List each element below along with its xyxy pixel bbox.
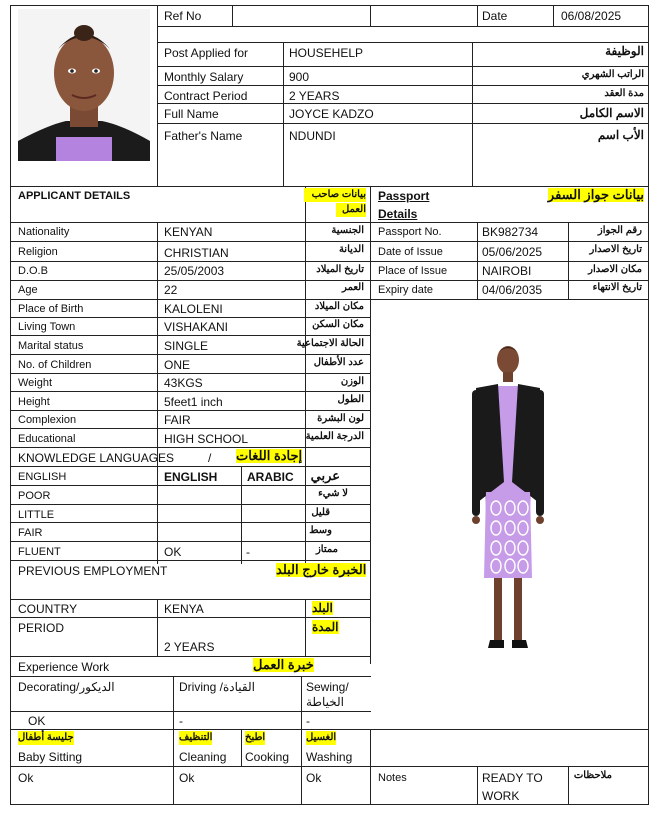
cleaning-value: Ok [179,771,195,785]
applicant-row-arabic: الحالة الاجتماعية [296,338,364,349]
cleaning-arabic: التنظيف [179,732,213,743]
country-arabic: البلد [312,601,333,615]
lang-row-arabic: ممتاز [315,544,338,555]
contract-period-arabic: مدة العقد [604,88,644,99]
salary-value: 900 [289,70,310,84]
applicant-row-label: Height [18,396,50,408]
applicant-row-value: CHRISTIAN [164,246,229,260]
applicant-row-label: Religion [18,246,58,258]
applicant-row-arabic: الدرجة العلمية [305,431,364,442]
babysitting-value: Ok [18,771,34,785]
sewing-value: - [306,714,310,728]
passport-row-label: Date of Issue [378,246,443,258]
post-value: HOUSEHELP [289,46,364,60]
applicant-details-heading: APPLICANT DETAILS [18,190,131,202]
lang-row-label: POOR [18,490,51,502]
washing-label: Washing [306,750,353,764]
applicant-row-value: FAIR [164,413,191,427]
applicant-row-label: Complexion [18,414,77,426]
applicant-row-value: SINGLE [164,339,209,353]
applicant-row-label: Place of Birth [18,303,84,315]
lang-col-english-label: ENGLISH [18,471,67,483]
lang-col-arabic-ar: عربي [310,468,340,483]
ref-no-label: Ref No [164,9,202,23]
period-label: PERIOD [18,621,65,635]
babysitting-label: Baby Sitting [18,750,83,764]
passport-row-arabic: مكان الاصدار [588,264,642,275]
contract-period-label: Contract Period [164,89,248,103]
notes-value-1: READY TO [482,771,543,785]
passport-row-value: 04/06/2035 [482,283,543,297]
passport-heading-2: Details [378,207,418,221]
applicant-row-arabic: الوزن [340,376,364,387]
applicant-row-arabic: مكان السكن [312,319,364,330]
applicant-row-value: HIGH SCHOOL [164,432,249,446]
languages-slash: / [208,451,212,465]
applicant-full-body-photo [458,342,558,654]
cleaning-label: Cleaning [179,750,227,764]
applicant-row-arabic: لون البشرة [317,413,364,424]
applicant-row-label: Educational [18,433,76,445]
applicant-row-arabic: تاريخ الميلاد [316,264,364,275]
applicant-row-value: KALOLENI [164,302,223,316]
applicant-details-heading-ar-2: العمل [336,203,366,217]
applicant-row-value: 25/05/2003 [164,264,225,278]
passport-row-value: 05/06/2025 [482,245,543,259]
applicant-row-label: Marital status [18,340,84,352]
passport-heading-1: Passport [378,189,430,203]
applicant-row-value: KENYAN [164,225,213,239]
applicant-row-arabic: العمر [342,282,364,293]
post-label: Post Applied for [164,46,249,60]
babysitting-arabic: جليسة أطفال [18,732,74,743]
washing-arabic: الغسيل [306,732,337,743]
decorating-value: OK [28,714,46,728]
lang-row-arabic: وسط [309,525,332,536]
period-value: 2 YEARS [164,640,215,654]
country-value: KENYA [164,602,204,616]
passport-row-label: Expiry date [378,284,434,296]
notes-value-2: WORK [482,789,520,803]
lang-row-label: FLUENT [18,546,61,558]
post-arabic: الوظيفة [605,44,644,58]
experience-heading-arabic: خبرة العمل [253,657,314,672]
applicant-row-arabic: الجنسية [331,225,364,236]
lang-row-arabic: لا شيء [318,488,348,499]
full-name-label: Full Name [164,107,219,121]
applicant-row-value: 22 [164,283,178,297]
applicant-row-label: No. of Children [18,359,92,371]
washing-value: Ok [306,771,322,785]
applicant-row-value: 43KGS [164,376,203,390]
passport-row-value: NAIROBI [482,264,532,278]
applicant-details-heading-ar-1: بيانات صاحب [304,188,366,202]
applicant-row-label: Living Town [18,321,76,333]
passport-row-arabic: رقم الجواز [597,225,642,236]
salary-arabic: الراتب الشهري [581,69,644,80]
notes-arabic: ملاحظات [573,770,612,781]
notes-label: Notes [378,772,407,784]
contract-period-value: 2 YEARS [289,89,340,103]
passport-row-label: Passport No. [378,226,442,238]
passport-heading-arabic: بيانات جواز السفر [547,187,644,202]
experience-heading: Experience Work [18,660,110,674]
lang-row-label: LITTLE [18,509,55,521]
decorating-label: Decorating/الديكور [18,680,115,694]
country-label: COUNTRY [18,602,78,616]
languages-heading-arabic: إجادة اللغات [236,448,303,463]
applicant-row-label: D.O.B [18,265,48,277]
lang-row-arabic: قليل [311,507,330,518]
driving-label: Driving /القيادة [179,680,255,694]
full-name-arabic: الاسم الكامل [579,106,644,120]
father-name-arabic: الأب اسم [597,128,644,142]
passport-row-label: Place of Issue [378,265,448,277]
applicant-row-label: Nationality [18,226,70,238]
applicant-row-arabic: الطول [337,394,364,405]
applicant-row-value: 5feet1 inch [164,395,223,409]
previous-employment-heading: PREVIOUS EMPLOYMENT [18,564,168,578]
period-arabic: المدة [312,620,339,634]
applicant-row-value: VISHAKANI [164,320,229,334]
applicant-row-arabic: الديانة [338,244,364,255]
lang-row-arabic-level: - [246,545,250,559]
applicant-row-arabic: مكان الميلاد [314,301,364,312]
applicant-row-arabic: عدد الأطفال [313,357,364,368]
passport-row-arabic: تاريخ الاصدار [589,244,642,255]
date-label: Date [482,9,508,23]
applicant-portrait-photo [18,9,150,161]
lang-col-english: ENGLISH [164,470,218,484]
driving-value: - [179,714,183,728]
lang-col-arabic: ARABIC [247,470,294,484]
full-name-value: JOYCE KADZO [289,107,374,121]
father-name-label: Father's Name [164,129,243,143]
sewing-label-1: Sewing/ [306,680,349,694]
languages-heading: KNOWLEDGE LANGUAGES [18,451,175,465]
previous-employment-heading-arabic: الخبرة خارج البلد [276,562,367,577]
applicant-row-label: Weight [18,377,53,389]
sewing-label-2: الخياطة [306,695,344,709]
salary-label: Monthly Salary [164,70,244,84]
date-value: 06/08/2025 [561,9,622,23]
father-name-value: NDUNDI [289,129,336,143]
lang-row-english: OK [164,545,182,559]
applicant-row-label: Age [18,284,38,296]
passport-row-value: BK982734 [482,225,539,239]
cooking-arabic: اطبخ [245,732,266,743]
passport-row-arabic: تاريخ الانتهاء [592,282,642,293]
lang-row-label: FAIR [18,527,43,539]
cooking-label: Cooking [245,750,290,764]
applicant-row-value: ONE [164,358,191,372]
